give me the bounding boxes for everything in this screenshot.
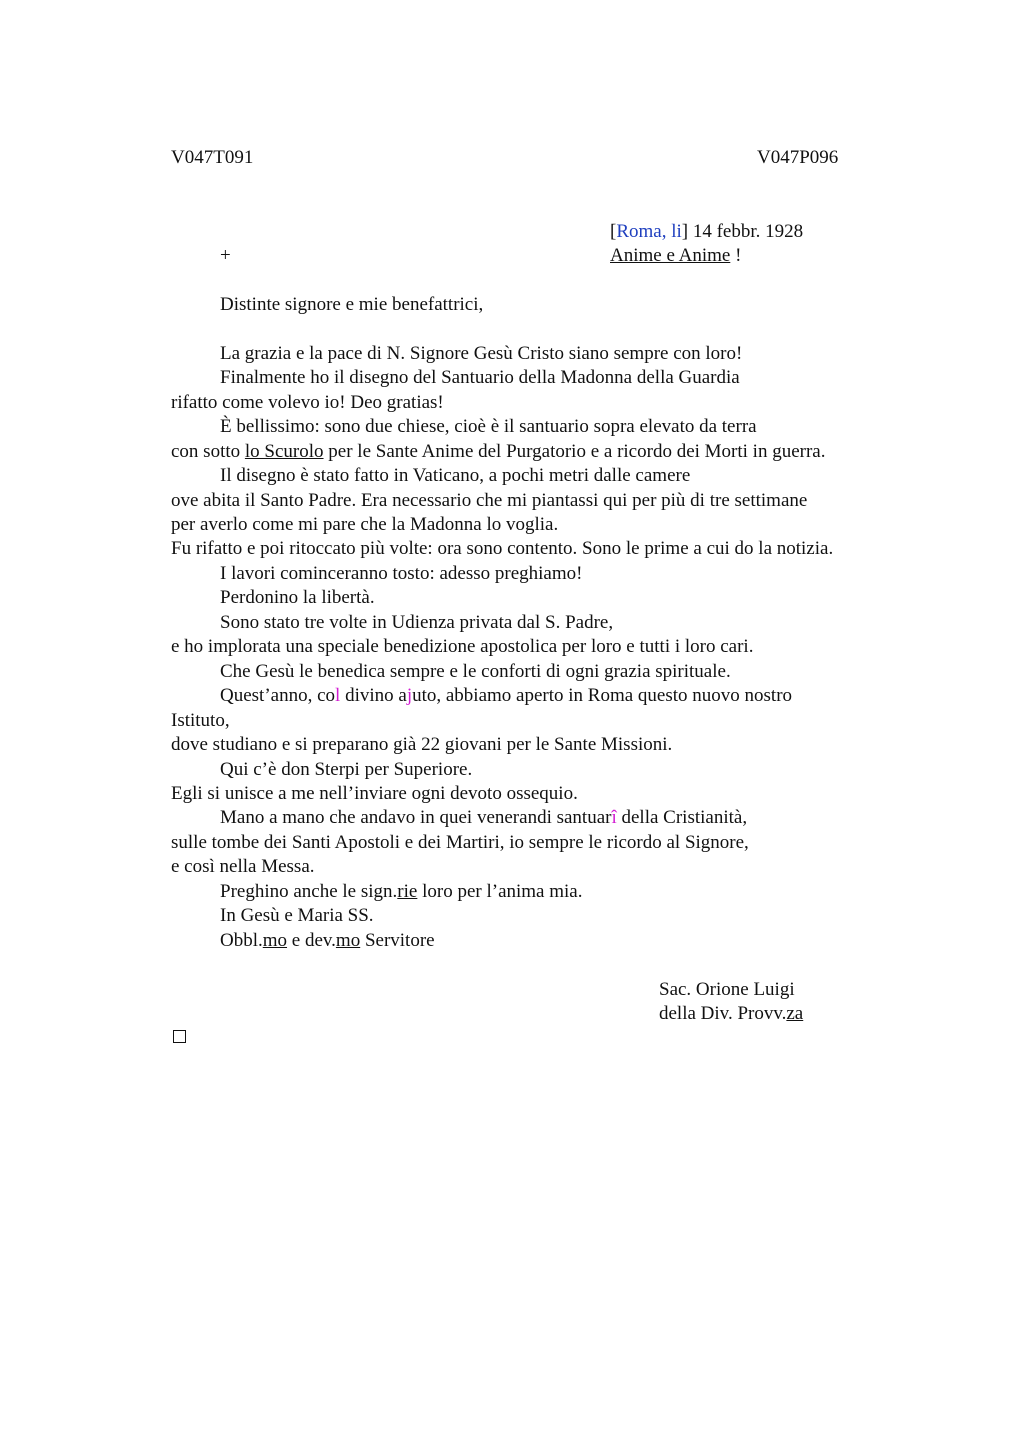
closing-dev: e dev. — [287, 930, 336, 951]
underlined-scurolo: lo Scurolo — [244, 441, 324, 462]
body-line-5-end: per le Sante Anime del Purgatorio e a ricordo dei Morti in guerra. — [323, 441, 826, 462]
body-line-3: rifatto come volevo io! Deo gratias! — [171, 392, 444, 413]
document-code-right: V047P096 — [757, 147, 839, 168]
body-line-14: Che Gesù le benedica sempre e le conforti di ogni grazia spirituale. — [220, 661, 731, 682]
body-line-1: La grazia e la pace di N. Signore Gesù Cristo siano sempre con loro! — [220, 343, 743, 364]
body-line-21: sulle tombe dei Santi Apostoli e dei Martiri, io sempre le ricordo al Signore, — [171, 832, 749, 853]
body-line-15-a: Quest’anno, co — [220, 685, 336, 706]
closing-obbl: Obbl. — [220, 930, 263, 951]
body-line-15 — [220, 684, 792, 708]
body-line-15-b: divino a — [340, 685, 407, 706]
dateline-place: Roma, li — [616, 221, 682, 242]
document-code-left: V047T091 — [171, 147, 254, 168]
editorial-letter-i: î — [611, 807, 617, 828]
body-line-23 — [220, 880, 582, 904]
body-line-6: Il disegno è stato fatto in Vaticano, a pochi metri dalle camere — [220, 465, 691, 486]
body-line-12: Sono stato tre volte in Udienza privata dal S. Padre, — [220, 612, 614, 633]
editorial-letter-j: j — [406, 685, 413, 706]
body-line-2: Finalmente ho il disegno del Santuario della Madonna della Guardia — [220, 367, 740, 388]
body-line-7: ove abita il Santo Padre. Era necessario che mi piantassi qui per più di tre settimane — [171, 490, 808, 511]
signature-title — [659, 1002, 803, 1026]
underlined-za: za — [786, 1003, 804, 1024]
body-line-24: In Gesù e Maria SS. — [220, 905, 374, 926]
body-line-20 — [220, 806, 747, 830]
body-line-16: Istituto, — [171, 710, 230, 731]
signature-title-text: della Div. Provv. — [659, 1003, 787, 1024]
motto — [610, 244, 741, 268]
body-line-20-a: Mano a mano che andavo in quei venerandi santuar — [220, 807, 612, 828]
underlined-mo-1: mo — [262, 930, 288, 951]
body-line-11: Perdonino la libertà. — [220, 587, 375, 608]
body-line-23-a: Preghino anche le sign. — [220, 881, 398, 902]
body-line-19: Egli si unisce a me nell’inviare ogni devoto ossequio. — [171, 783, 578, 804]
signature-name: Sac. Orione Luigi — [659, 979, 795, 1000]
salutation: Distinte signore e mie benefattrici, — [220, 294, 484, 315]
body-line-5-start: con sotto — [171, 441, 245, 462]
body-line-18: Qui c’è don Sterpi per Superiore. — [220, 759, 473, 780]
dateline — [610, 220, 803, 244]
underlined-rie: rie — [397, 881, 418, 902]
bracket-close: ] — [681, 221, 689, 242]
underlined-mo-2: mo — [335, 930, 361, 951]
body-line-22: e così nella Messa. — [171, 856, 315, 877]
body-line-10: I lavori cominceranno tosto: adesso preghiamo! — [220, 563, 583, 584]
body-line-20-b: della Cristianità, — [616, 807, 748, 828]
editorial-letter-l: l — [335, 685, 341, 706]
body-line-4: È bellissimo: sono due chiese, cioè è il santuario sopra elevato da terra — [220, 416, 757, 437]
body-line-8: per averlo come mi pare che la Madonna lo voglia. — [171, 514, 559, 535]
body-line-23-b: loro per l’anima mia. — [417, 881, 583, 902]
body-line-9: Fu rifatto e poi ritoccato più volte: ora sono contento. Sono le prime a cui do la notizia. — [171, 538, 834, 559]
bracket-open: [ — [610, 221, 617, 242]
dateline-date: 14 febbr. 1928 — [688, 221, 804, 242]
body-line-5 — [171, 440, 825, 464]
checkbox-square-icon — [173, 1030, 186, 1043]
closing-servitore: Servitore — [360, 930, 435, 951]
body-line-17: dove studiano e si preparano già 22 giovani per le Sante Missioni. — [171, 734, 673, 755]
body-line-13: e ho implorata una speciale benedizione apostolica per loro e tutti i loro cari. — [171, 636, 754, 657]
closing-line — [220, 929, 435, 953]
motto-text: Anime e Anime — [610, 245, 731, 266]
body-line-15-c: uto, abbiamo aperto in Roma questo nuovo nostro — [412, 685, 793, 706]
cross-symbol: + — [220, 245, 231, 266]
motto-tail: ! — [730, 245, 742, 266]
